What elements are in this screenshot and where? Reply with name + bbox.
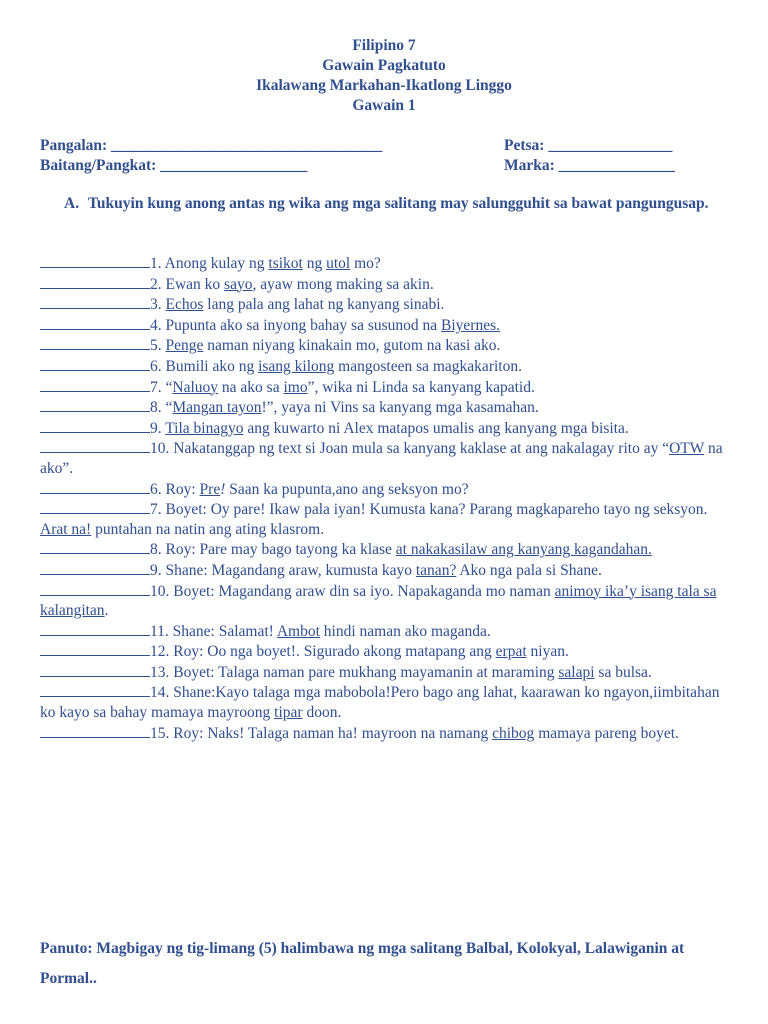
answer-blank[interactable] (40, 560, 150, 575)
underlined-word: chibog (492, 724, 535, 742)
activity-type: Gawain Pagkatuto (322, 57, 446, 74)
answer-blank[interactable] (40, 723, 150, 738)
underlined-word: Tila binagyo (165, 419, 244, 437)
answer-blank[interactable] (40, 621, 150, 636)
underlined-word: Echos (165, 296, 204, 314)
underlined-word: Pre (199, 480, 221, 498)
instruction-text: Tukuyin kung anong antas ng wika ang mga salitang may salungguhit sa bawat pangungusap. (88, 195, 709, 212)
item-text: !”, yaya ni Vins sa kanyang mga kasamahan. (261, 399, 539, 417)
name-field[interactable]: Pangalan: ___________________________________ (40, 137, 383, 154)
answer-blank[interactable] (40, 335, 150, 350)
item-text: 15. Roy: Naks! Talaga naman ha! mayroon na namang (150, 724, 493, 742)
item-text: ang kuwarto ni Alex matapos umalis ang kanyang mga bisita. (243, 419, 629, 437)
date-field[interactable]: Petsa: ________________ (504, 137, 673, 154)
item-text: sa bulsa. (594, 663, 652, 681)
list-item (40, 499, 730, 539)
underlined-word: tipar (274, 704, 303, 722)
item-text: 4. Pupunta ako sa inyong bahay sa susunod na (150, 316, 442, 334)
underlined-word: utol (326, 255, 351, 272)
answer-blank[interactable] (40, 641, 150, 656)
answer-blank[interactable] (40, 274, 150, 289)
answer-blank[interactable] (40, 581, 150, 596)
instruction-a (64, 194, 724, 214)
answer-blank[interactable] (40, 397, 150, 412)
list-item (40, 723, 730, 744)
list-item (40, 356, 730, 377)
item-text: , ayaw mong making sa akin. (252, 275, 434, 293)
item-text: ! (220, 480, 226, 498)
list-item (40, 397, 730, 418)
subject-title: Filipino 7 (352, 37, 416, 54)
answer-blank[interactable] (40, 682, 150, 697)
item-text: 5. (150, 337, 166, 355)
item-text: puntahan na natin ang ating klasrom. (91, 520, 325, 538)
item-list (40, 253, 730, 743)
answer-blank[interactable] (40, 479, 150, 494)
answer-blank[interactable] (40, 377, 150, 392)
item-text: 6. Bumili ako ng (150, 357, 259, 375)
list-item (40, 682, 730, 722)
underlined-word: tanan? (415, 561, 457, 579)
list-item (40, 294, 730, 315)
list-item (40, 418, 730, 439)
list-item (40, 621, 730, 642)
answer-blank[interactable] (40, 499, 150, 514)
list-item (40, 560, 730, 581)
answer-blank[interactable] (40, 315, 150, 330)
info-row-1 (40, 136, 740, 156)
item-text: doon. (302, 704, 342, 722)
list-item (40, 377, 730, 398)
underlined-word: Biyernes. (441, 316, 501, 334)
item-text: na ako sa (218, 378, 284, 396)
answer-blank[interactable] (40, 418, 150, 433)
answer-blank[interactable] (40, 438, 150, 453)
item-text: 13. Boyet: Talaga naman pare mukhang mayamanin at maraming (150, 663, 559, 681)
quarter-week: Ikalawang Markahan-Ikatlong Linggo (256, 77, 512, 94)
item-text: mamaya pareng boyet. (534, 724, 679, 742)
underlined-word: isang kilong (258, 357, 335, 375)
item-text: 10. Nakatanggap ng text si Joan mula sa kanyang kaklase at ang nakalagay rito ay “ (150, 440, 670, 458)
underlined-word: sayo (224, 275, 253, 293)
underlined-word: animoy ika’y isang tala sa kalangitan (40, 582, 717, 620)
item-text: niyan. (526, 643, 569, 661)
answer-blank[interactable] (40, 356, 150, 371)
item-text: 8. “ (150, 399, 173, 417)
item-text: 9. (150, 419, 166, 437)
item-text: na ako”. (40, 440, 723, 477)
underlined-word: OTW (669, 440, 705, 458)
item-text: 6. Roy: (150, 480, 200, 498)
item-text: 7. “ (150, 378, 173, 396)
item-text: mangosteen sa magkakariton. (334, 357, 522, 375)
item-text: 14. Shane:Kayo talaga mga mabobola!Pero bago ang lahat, kaarawan ko ngayon,iimbitahan ko kayo sa bahay mamaya mayroong (40, 684, 720, 722)
list-item (40, 315, 730, 336)
item-text: lang pala ang lahat ng kanyang sinabi. (203, 296, 445, 314)
answer-blank[interactable] (40, 539, 150, 554)
item-text: ”, wika ni Linda sa kanyang kapatid. (307, 378, 535, 396)
item-text: 9. Shane: Magandang araw, kumusta kayo (150, 561, 416, 579)
instruction-letter: A. (64, 195, 80, 212)
list-item (40, 662, 730, 683)
underlined-word: Naluoy (172, 378, 219, 396)
underlined-word: imo (283, 378, 308, 396)
underlined-word: erpat (495, 643, 527, 661)
item-text: 2. Ewan ko (150, 275, 225, 293)
list-item (40, 274, 730, 295)
item-text: naman niyang kinakain mo, gutom na kasi ako. (203, 337, 501, 355)
item-text: 8. Roy: Pare may bago tayong ka klase (150, 541, 396, 559)
grade-section-field[interactable]: Baitang/Pangkat: ___________________ (40, 157, 308, 174)
answer-blank[interactable] (40, 662, 150, 677)
answer-blank[interactable] (40, 253, 150, 268)
score-field[interactable]: Marka: _______________ (504, 157, 675, 174)
item-text: 3. (150, 296, 166, 314)
answer-blank[interactable] (40, 294, 150, 309)
underlined-word: Ambot (276, 622, 320, 640)
worksheet-header (0, 36, 768, 116)
underlined-word: tsikot (268, 255, 303, 272)
underlined-word: Arat na! (40, 520, 92, 538)
underlined-word: salapi (558, 663, 595, 681)
underlined-word: Mangan tayon (172, 399, 262, 417)
underlined-word: at nakakasilaw ang kanyang kagandahan. (395, 541, 652, 559)
list-item (40, 479, 730, 500)
activity-number: Gawain 1 (352, 97, 416, 114)
item-text: hindi naman ako maganda. (319, 622, 491, 640)
item-text: Ako nga pala si Shane. (456, 561, 602, 579)
list-item (40, 438, 730, 478)
list-item (40, 335, 730, 356)
item-text: ng (302, 255, 327, 272)
item-text: . (104, 602, 109, 620)
directions-footer: Panuto: Magbigay ng tig-limang (5) halimbawa ng mga salitang Balbal, Kolokyal, Lalawiganin at Pormal.. (40, 940, 685, 987)
list-item (40, 641, 730, 662)
item-text: 7. Boyet: Oy pare! Ikaw pala iyan! Kumusta kana? Parang magkapareho tayo ng seksyon. (150, 501, 708, 519)
info-row-2 (40, 156, 740, 176)
item-text: 11. Shane: Salamat! (150, 622, 277, 640)
item-text: mo? (350, 255, 381, 272)
list-item (40, 253, 730, 274)
underlined-word: Penge (165, 337, 204, 355)
item-text: 10. Boyet: Magandang araw din sa iyo. Napakaganda mo naman (150, 582, 555, 600)
item-text: Saan ka pupunta,ano ang seksyon mo? (225, 480, 469, 498)
list-item (40, 539, 730, 560)
item-text: 12. Roy: Oo nga boyet!. Sigurado akong matapang ang (150, 643, 496, 661)
item-text: 1. Anong kulay ng (150, 255, 269, 272)
list-item (40, 581, 730, 621)
